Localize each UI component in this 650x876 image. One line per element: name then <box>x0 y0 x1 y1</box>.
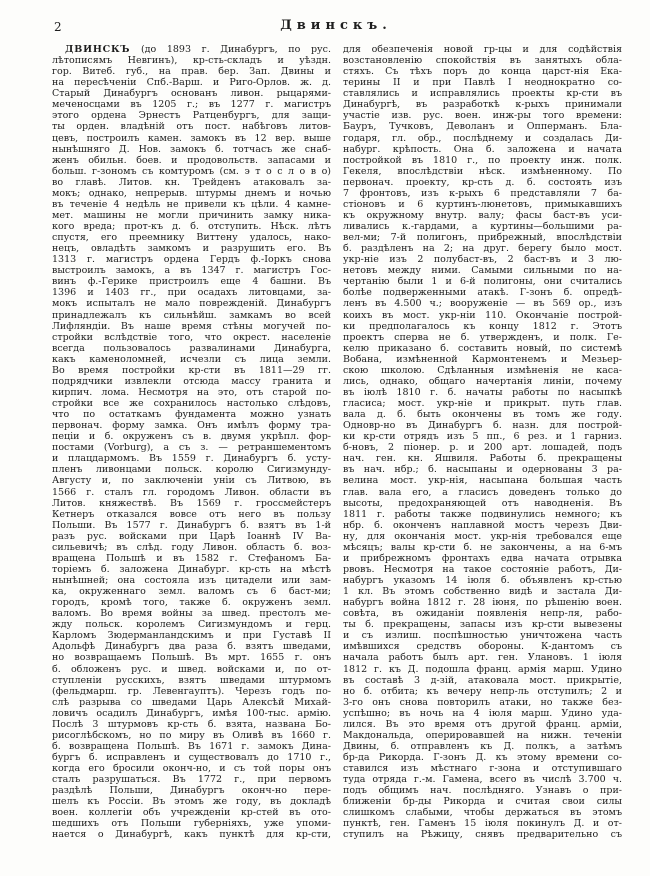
text-line: 7 фронтовъ, изъ к-рыхъ 6 представляли 7 ба- <box>343 187 622 199</box>
text-line: 1812 г. къ Д. подошла франц. армія марш. Удино <box>343 663 622 675</box>
text-line: но возвращаемъ Польшѣ. Въ мрт. 1655 г. онъ <box>52 652 331 664</box>
text-line: Двины, б. отправленъ къ Д. полкъ, а затѣмъ <box>343 740 622 752</box>
text-line: нается о Динабургѣ, какъ пунктѣ для кр-сти, <box>52 829 331 841</box>
text-line: имѣвшихся средствъ обороны. К-дантомъ съ <box>343 641 622 653</box>
text-line: терины II и при Павлѣ I неоднократно со- <box>343 77 622 89</box>
text-line: вращена Польшѣ и въ 1582 г. Стефаномъ Ба- <box>52 552 331 564</box>
text-line: мет. машины не могли причинить замку ника- <box>52 209 331 221</box>
text-line: 1396 и 1403 гг., при осадахъ литовцами, за- <box>52 287 331 299</box>
text-line: коихъ въ мост. укр-ніи 110. Окончаніе построй- <box>343 309 622 321</box>
text-line: въ нач. нбр.; б. насыпаны и одернованы 3 ра- <box>343 464 622 476</box>
text-line: годаря, гл. обр., послѣднему и создалась Ди- <box>343 132 622 144</box>
text-line: нецъ, овладѣть замкомъ и разрушить его. Въ <box>52 243 331 255</box>
text-line: слѣ разрыва со шведами Царь Алексѣй Михай- <box>52 696 331 708</box>
text-line: мѣсяцъ; валы кр-сти б. не закончены, а на 6-мъ <box>343 541 622 553</box>
text-line: келю приказано б. составить новый, по системѣ <box>343 342 622 354</box>
text-line: и съ излиш. поспѣшностью уничтожена часть <box>343 630 622 642</box>
text-line: шедшихъ отъ Польши губерніяхъ, уже упоми- <box>52 818 331 830</box>
text-line: на пересѣченіи Спб.-Варш. и Риго-Орлов. ж. д. <box>52 77 331 89</box>
text-line: пунктѣ, ген. Гаменъ 15 іюля покинулъ Д. и от- <box>343 818 622 830</box>
text-line: этого ордена Эрнестъ Ратценбургъ, для защи- <box>52 110 331 122</box>
text-line: нач. ген. кн. Яшвиля. Работы б. прекращены <box>343 453 622 465</box>
text-line: бургъ б. исправленъ и существовалъ до 1710 г., <box>52 752 331 763</box>
running-title: Двинскъ. <box>280 18 392 33</box>
right-column <box>343 44 622 841</box>
text-line: первонач. проекту, кр-сть д. б. состоять изъ <box>343 176 622 188</box>
text-line: нбр. б. оконченъ наплавной мостъ черезъ Дви- <box>343 519 622 531</box>
text-line <box>52 44 331 55</box>
text-line: ловичъ осадилъ Динабургъ, имѣя 100-тыс. армію. <box>52 707 331 719</box>
text-line: меченосцами въ 1205 г.; въ 1277 г. магистръ <box>52 99 331 111</box>
text-line: мокъ; однако, непрерыв. штурмы днемъ и ночью <box>52 187 331 199</box>
text-line: 3-го онъ снова повторилъ атаки, но также без- <box>343 696 622 708</box>
text-line: принадлежалъ къ сильнѣйш. замкамъ во всей <box>52 309 331 321</box>
left-column <box>52 44 331 841</box>
text-line: Бауръ, Тучковъ, Деволанъ и Опперманъ. Бла- <box>343 121 622 133</box>
text-line: ближеніи бр-ды Рикорда и считая свои силы <box>343 796 622 808</box>
text-line: разъ рус. войсками при Царѣ Іоаннѣ IV Ва- <box>52 530 331 542</box>
text-line: въ іюлѣ 1810 г. б. начаты работы по насыпкѣ <box>343 386 622 398</box>
text-line: ленъ въ 4.500 ч.; вооруженіе — въ 569 ор., изъ <box>343 298 622 310</box>
text-line: но б. отбита; къ вечеру непр-ль отступилъ; 2 и <box>343 685 622 697</box>
page-header <box>52 18 620 38</box>
right-column-lines <box>343 44 622 841</box>
text-line: вел-ми; 7-й полигонъ, прибрежный, впослѣдствіи <box>343 232 622 244</box>
text-line: городъ, кромѣ того, также б. окруженъ земл. <box>52 597 331 609</box>
text-line: вала д. б. быть окончены въ томъ же году. <box>343 409 622 421</box>
text-line: набургъ война 1812 г. 28 іюня, по рѣшенію воен. <box>343 597 622 609</box>
text-line: сильевичѣ; въ слѣд. году Ливон. область б. воз- <box>52 541 331 553</box>
text-line: и прибрежномъ фронтахъ едва начата отрывка <box>343 552 622 564</box>
text-columns <box>52 44 622 841</box>
text-line: къ окружному внутр. валу; фасы баст-въ уси- <box>343 209 622 221</box>
text-line: б-новъ, 2 піонер. р. и 200 арт. лошадей, подъ <box>343 442 622 454</box>
text-line: винъ ф.-Герике пристроилъ еще 4 башни. Въ <box>52 276 331 288</box>
text-line: пеціи и б. окруженъ съ в. двумя укрѣпл. фор- <box>52 431 331 443</box>
text-line: нетовъ между ними. Самыми сильными по на- <box>343 265 622 277</box>
text-line: первонач. форму замка. Онъ имѣлъ форму тра- <box>52 420 331 432</box>
text-line: Лифляндіи. Въ наше время стѣны могучей по- <box>52 320 331 332</box>
text-line: пленъ ливонцами польск. королю Сигизмунду- <box>52 464 331 476</box>
text-line: укр-ніе изъ 2 полубаст-въ, 2 баст-въ и 3 лю- <box>343 254 622 266</box>
text-line: спустя, его преемнику Виттену удалось, нако- <box>52 232 331 244</box>
text-line: чертанію были 1 и 6-й полигоны, они считались <box>343 276 622 288</box>
text-line: что по остаткамъ фундамента можно узнать <box>52 409 331 421</box>
text-line: какъ каменоломней, исчезли съ лица земли. <box>52 353 331 365</box>
article-headword: ДВИНСКЪ <box>65 44 131 55</box>
text-line: Послѣ 3 штурмовъ кр-сть б. взята, названа Бо- <box>52 718 331 730</box>
text-line: когда его бросили оконч-но, и съ той поры онъ <box>52 763 331 775</box>
text-line: рисоглѣбскомъ, но по миру въ Оливѣ въ 1660 г. <box>52 729 331 741</box>
text-line: (фельдмарш. гр. Левенгауптъ). Черезъ годъ по- <box>52 685 331 697</box>
text-line: женъ обильн. боев. и продовольств. запасами и <box>52 154 331 166</box>
text-line: Литов. княжествѣ. Въ 1569 г. гроссмейстеръ <box>52 497 331 509</box>
text-line: ты орден. владѣній отъ пост. набѣговъ литов- <box>52 121 331 133</box>
text-line: ну, для окончанія мост. укр-нія требовался еще <box>343 530 622 542</box>
text-line: рвовъ. Несмотря на такое состояніе работъ, Ди- <box>343 563 622 575</box>
text-line: стіоновъ и 6 куртинъ-люнетовъ, примыкавшихъ <box>343 198 622 210</box>
text-line: велина мост. укр-нія, насыпана большая часть <box>343 475 622 487</box>
text-line: для обезпеченія новой гр-цы и для содѣйствія <box>343 44 622 55</box>
text-line: стройки все же сохранилось настолько слѣдовъ, <box>52 398 331 409</box>
text-line: раздѣлѣ Польши, Динабургъ оконч-но пере- <box>52 785 331 797</box>
text-line: цевъ, построилъ камен. замокъ въ 12 вер. выше <box>52 132 331 144</box>
text-line: Августу и, по заключеніи уніи съ Литвою, въ <box>52 475 331 487</box>
text-line: во главѣ. Литов. кн. Трейденъ атаковалъ за- <box>52 176 331 188</box>
text-line: шелъ къ Россіи. Въ этомъ же году, въ докладѣ <box>52 796 331 808</box>
text-line: Адольфѣ Динабургъ два раза б. взятъ шведами, <box>52 641 331 653</box>
text-line: б. раздѣленъ на 2; на друг. берегу было мост. <box>343 243 622 255</box>
left-column-lines <box>52 55 331 840</box>
text-line: и плацдармомъ. Въ 1559 г. Динабургъ б. усту- <box>52 453 331 465</box>
text-line: Макдональда, оперировавшей на нижн. теченіи <box>343 729 622 741</box>
text-line: Кетнеръ отказался вовсе отъ него въ пользу <box>52 508 331 520</box>
page-number: 2 <box>54 20 63 34</box>
text-line: подъ общимъ нач. послѣдняго. Узнавъ о при- <box>343 785 622 797</box>
text-line: набург. крѣпость. Она б. заложена и начата <box>343 143 622 155</box>
text-line: участіе изв. рус. воен. инж-ры того времени: <box>343 110 622 122</box>
text-line: успѣшно; въ ночь на 4 іюля марш. Удино уда- <box>343 707 622 719</box>
text-line: нынѣшней; она состояла изъ цитадели или зам- <box>52 575 331 586</box>
text-line: воен. коллегіи объ учрежденіи кр-стей въ ото- <box>52 807 331 819</box>
text-line: сталъ разрушаться. Въ 1772 г., при первомъ <box>52 774 331 786</box>
text-line: б. возвращена Польшѣ. Въ 1671 г. замокъ Дина- <box>52 740 331 752</box>
text-line: ставился изъ мѣстнаго г-зона и отступившаго <box>343 763 622 775</box>
text-line: Старый Динабургъ основанъ ливон. рыцарями- <box>52 88 331 100</box>
text-line: Во время постройки кр-сти въ 1811—29 гг. <box>52 364 331 376</box>
text-line: проектъ сперва не б. утвержденъ, и полк. Ге- <box>343 331 622 343</box>
text-line: Одновр-но въ Динабургъ б. назн. для построй- <box>343 420 622 432</box>
text-line: возстановленію спокойствія въ занятыхъ обла- <box>343 55 622 67</box>
text-line: жду польск. королемъ Сигизмундомъ и герц. <box>52 619 331 631</box>
text-line: ливались к.-гардами, а куртины—большими ра- <box>343 221 622 232</box>
text-line: гласиса; мост. укр-ніе и прикрыт. путь глав. <box>343 398 622 409</box>
text-line: въ теченіе 4 недѣль не привели къ цѣли. 4 камне- <box>52 198 331 210</box>
text-line: лись, однако, общаго начертанія линіи, почему <box>343 375 622 387</box>
text-line: 1811 г. работы также подвинулись немного; къ <box>343 508 622 520</box>
text-line: Динабургѣ, въ разработкѣ к-рыхъ принимали <box>343 99 622 111</box>
text-line: больш. г-зономъ съ комтуромъ (см. э т о с л о в о) <box>52 165 331 177</box>
text-line: торіемъ б. заложена Динабург. кр-сть на мѣстѣ <box>52 563 331 575</box>
text-line: Вобана, измѣненной Кармонтенемъ и Мезьер- <box>343 353 622 365</box>
text-line: скою школою. Сдѣланныя измѣненія не каса- <box>343 364 622 376</box>
text-line: лился. Въ это время отъ другой франц. арміи, <box>343 718 622 730</box>
text-line: стяхъ. Съ тѣхъ поръ до конца царст-нія Ека- <box>343 66 622 78</box>
text-line: ступилъ на Рѣжицу, снявъ предварительно съ <box>343 829 622 841</box>
text-line: лѣтописямъ Невгинъ), кр-сть-складъ и уѣздн. <box>52 55 331 67</box>
text-line: кирпич. лома. Несмотря на это, отъ старой по- <box>52 386 331 398</box>
text-line: мокъ испыталъ не мало поврежденій. Динабургъ <box>52 298 331 310</box>
text-line: нынѣшняго Д. Нов. замокъ б. тотчасъ же снаб- <box>52 143 331 155</box>
text-line: выстроилъ замокъ, а въ 1347 г. магистръ Гос- <box>52 265 331 277</box>
text-line: б. обложенъ рус. и швед. войсками и, по от- <box>52 663 331 675</box>
text-line: бр-да Рикорда. Г-зонъ Д. къ этому времени со- <box>343 752 622 763</box>
text-line: подрядчики извлекли отсюда массу гранита и <box>52 375 331 387</box>
text-line: болѣе подверженными атакѣ. Г-зонъ б. опредѣ- <box>343 287 622 299</box>
text-line: 1 кл. Въ этомъ собственно видѣ и застала Ди- <box>343 586 622 598</box>
text-line: 1566 г. сталъ гл. городомъ Ливон. области въ <box>52 486 331 498</box>
text-line: высоты, предохраняющей отъ наводненія. Въ <box>343 497 622 509</box>
text-line: ка, окруженнаго земл. валомъ съ 6 баст-ми; <box>52 586 331 598</box>
text-line: Польши. Въ 1577 г. Динабургъ б. взятъ въ 1-й <box>52 519 331 531</box>
text-line: 1313 г. магистръ ордена Гердъ ф.-Іоркъ снова <box>52 254 331 266</box>
text-line: стройки вслѣдствіе того, что окрест. населеніе <box>52 331 331 343</box>
text-line: гор. Витеб. губ., на прав. бер. Зап. Двины и <box>52 66 331 78</box>
text-line: ты б. прекращены, запасы изъ кр-сти вывезены <box>343 619 622 631</box>
text-line: ступленіи русскихъ, взятъ шведами штурмомъ <box>52 674 331 686</box>
text-line: валомъ. Во время войны за швед. престолъ ме- <box>52 608 331 620</box>
text-line: туда отряда г.-м. Гамена, всего въ числѣ 3.700 ч. <box>343 774 622 786</box>
text-line: начала работъ былъ арт. ген. Улановъ. 1 іюля <box>343 652 622 664</box>
text-line: постами (Vorburg), а съ з. — ретраншементомъ <box>52 442 331 454</box>
text-line: въ составѣ 3 д-зій, атаковала мост. прикрытіе, <box>343 674 622 686</box>
text-line: постройкой въ 1810 г., по проекту инж. полк. <box>343 154 622 166</box>
text-line: слишкомъ слабыми, чтобы держаться въ этомъ <box>343 807 622 819</box>
text-line: совѣта, въ ожиданіи появленія непр-ля, рабо- <box>343 608 622 620</box>
text-line: Карломъ Зюдерманландскимъ и при Густавѣ II <box>52 630 331 642</box>
text-fragment: (до 1893 г. Динабургъ, по рус. <box>130 44 331 55</box>
text-line: ки предполагалось къ концу 1812 г. Этотъ <box>343 320 622 332</box>
text-line: глав. вала его, а гласисъ доведенъ только до <box>343 486 622 498</box>
text-line: набургъ указомъ 14 іюля б. объявленъ кр-стью <box>343 575 622 586</box>
text-line: кого вреда; прот-къ д. б. отступить. Нѣск. лѣтъ <box>52 221 331 232</box>
text-line: ставлялись и исправлялись проекты кр-сти въ <box>343 88 622 100</box>
text-line: Гекеля, впослѣдствіи нѣск. измѣненному. По <box>343 165 622 177</box>
text-line: всегда пользовалось развалинами Динабурга, <box>52 342 331 354</box>
text-line: ки кр-сти отрядъ изъ 5 пп., 6 рез. и 1 гарниз. <box>343 431 622 443</box>
